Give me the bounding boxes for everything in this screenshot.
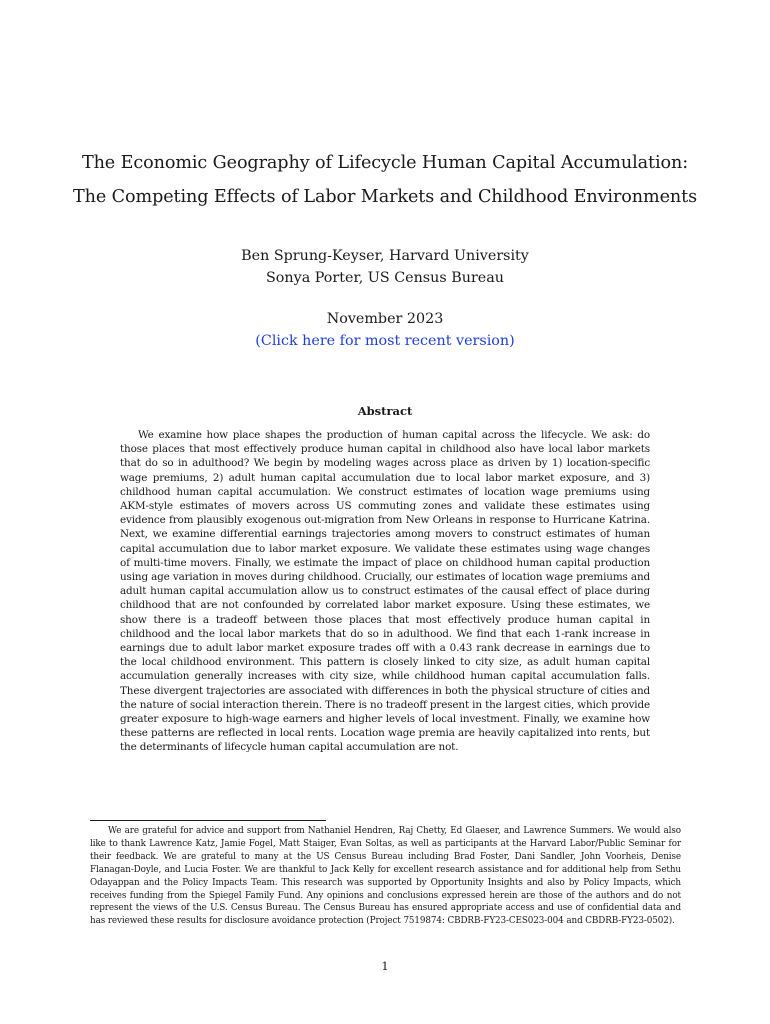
title-line-1: The Economic Geography of Lifecycle Human Capital Accumulation:	[81, 153, 689, 173]
abstract-heading: Abstract	[357, 404, 413, 418]
page-number: 1	[381, 959, 389, 973]
abstract-text: We examine how place shapes the production of human capital across the lifecycle. We ask: do those places that most effectively produce human capital in childhood also have local labor markets that do so in adulthood? We begin by modeling wages across place as driven by 1) location-specific wage premiums, 2) adult human capital accumulation due to local labor market exposure, and 3) childhood human capital accumulation. We construct estimates of location wage premiums using AKM-style estimates of movers across US commuting zones and validate these estimates using evidence from plausibly exogenous out-migration from New Orleans in response to Hurricane Katrina. Next, we examine differential earnings trajectories among movers to construct estimates of human capital accumulation due to labor market exposure. We validate these estimates using wage changes of multi-time movers. Finally, we estimate the impact of place on childhood human capital production using age variation in moves during childhood. Crucially, our estimates of location wage premiums and adult human capital accumulation allow us to construct estimates of the causal effect of place during childhood that are not confounded by correlated labor market exposure. Using these estimates, we show there is a tradeoff between those places that most effectively produce human capital in childhood and the local labor markets that do so in adulthood. We find that each 1-rank increase in earnings due to adult labor market exposure trades off with a 0.43 rank decrease in earnings due to the local childhood environment. This pattern is closely linked to city size, as adult human capital accumulation generally increases with city size, while childhood human capital accumulation falls. These divergent trajectories are associated with differences in both the physical structure of cities and the nature of social interaction therein. There is no tradeoff present in the largest cities, which provide greater exposure to high-wage earners and higher levels of local investment. Finally, we examine how these patterns are reflected in local rents. Location wage premia are heavily capitalized into rents, but the determinants of lifecycle human capital accumulation are not.	[120, 429, 650, 754]
acknowledgements-footnote: We are grateful for advice and support from Nathaniel Hendren, Raj Chetty, Ed Glaeser, and Lawrence Summers. We would also like to thank Lawrence Katz, Jamie Fogel, Matt Staiger, Evan Soltas, as well as participants at the Harvard Labor/Public Seminar for their feedback. We are grateful to many at the US Census Bureau including Brad Foster, Dani Sandler, John Voorheis, Denise Flanagan-Doyle, and Lucia Foster. We are thankful to Jack Kelly for excellent research assistance and for additional help from Sethu Odayappan and the Policy Impacts Team. This research was supported by Opportunity Insights and also by Policy Impacts, which receives funding from the Spiegel Family Fund. Any opinions and conclusions expressed herein are those of the authors and do not represent the views of the U.S. Census Bureau. The Census Bureau has ensured appropriate access and use of confidential data and has reviewed these results for disclosure avoidance protection (Project 7519874: CBDRB-FY23-CES023-004 and CBDRB-FY23-0502).	[90, 826, 681, 927]
footnote-divider	[90, 820, 326, 821]
paper-title	[0, 146, 770, 214]
author-2: Sonya Porter, US Census Bureau	[266, 270, 504, 286]
recent-version-link[interactable]: (Click here for most recent version)	[255, 333, 515, 349]
author-1: Ben Sprung-Keyser, Harvard University	[241, 248, 529, 264]
author-list	[0, 245, 770, 289]
date-block	[0, 308, 770, 352]
title-line-2: The Competing Effects of Labor Markets and Childhood Environments	[72, 187, 698, 207]
publication-date: November 2023	[326, 311, 444, 327]
